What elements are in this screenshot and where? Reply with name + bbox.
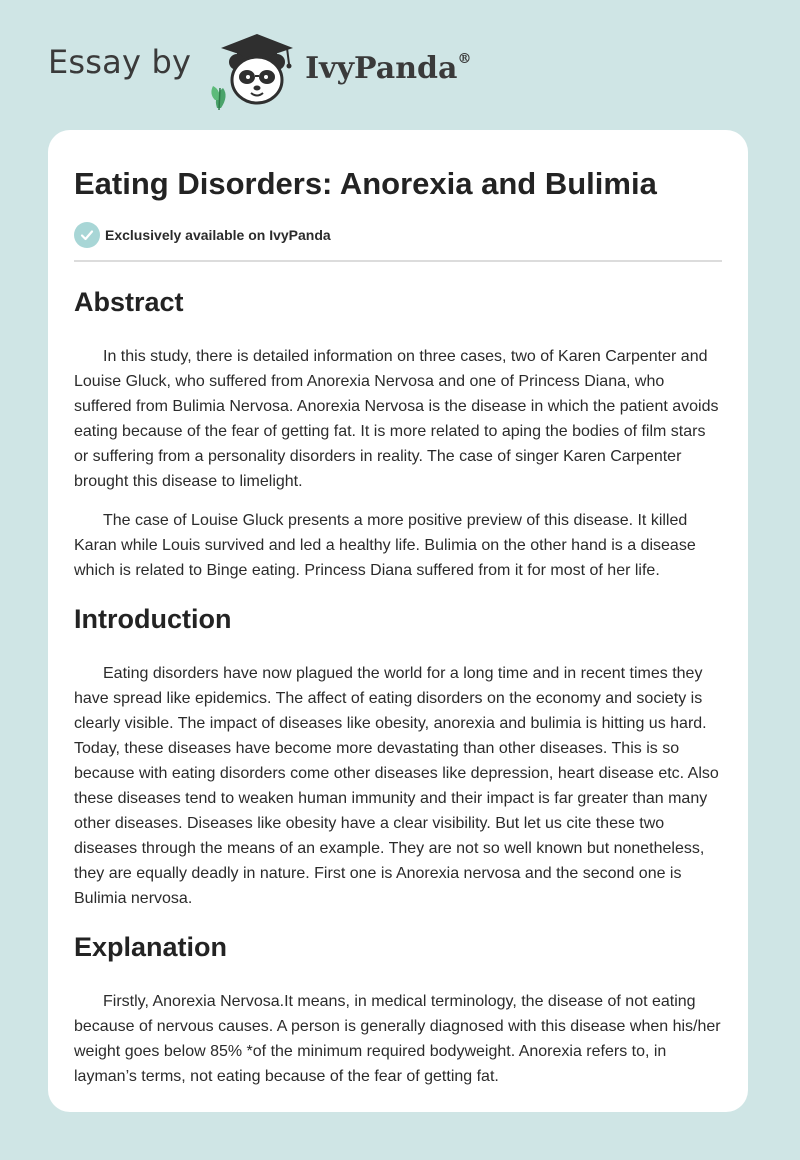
paragraph: Eating disorders have now plagued the world for a long time and in recent times they have spread like epidemics. The affect of eating disorders on the economy and society is clearly visible. The impact of diseases like obesity, anorexia and bulimia is hitting us hard. Today, these diseases have become more devastating than other diseases. This is so because with eating disorders come other diseases like depression, heart disease etc. Also these diseases tend to weaken human immunity and their impact is far greater than many other diseases. Diseases like obesity have a clear visibility. But let us cite these two diseases through the means of an example. They are not so well known but nonetheless, they are equally deadly in nature. First one is Anorexia nervosa and the second one is Bulimia nervosa. bbox=[74, 665, 719, 907]
section-abstract bbox=[74, 280, 722, 583]
essay-body bbox=[74, 280, 722, 1103]
paragraph: In this study, there is detailed information on three cases, two of Karen Carpenter and Louise Gluck, who suffered from Anorexia Nervosa and one of Princess Diana, who suffered from Bulimia Nervosa. Anorexia Nervosa is the disease in which the patient avoids eating because of the fear of getting fat. It is more related to aping the bodies of film stars or suffering from a personality disorders in reality. The case of singer Karen Carpenter brought this disease to limelight. bbox=[74, 348, 719, 490]
essay-title: Eating Disorders: Anorexia and Bulimia bbox=[74, 166, 657, 201]
check-icon bbox=[74, 222, 100, 248]
section-heading: Explanation bbox=[74, 932, 228, 962]
brand-header bbox=[48, 30, 471, 110]
exclusive-badge bbox=[74, 222, 331, 248]
essay-card bbox=[48, 130, 748, 1112]
brand-prefix: Essay by bbox=[48, 43, 192, 81]
badge-label: Exclusively available on IvyPanda bbox=[105, 227, 331, 243]
divider bbox=[74, 260, 722, 262]
section-introduction bbox=[74, 597, 722, 911]
panda-graduate-icon bbox=[207, 30, 299, 110]
section-explanation bbox=[74, 925, 722, 1089]
brand-name[interactable]: IvyPanda® bbox=[305, 50, 472, 86]
paragraph: Firstly, Anorexia Nervosa.It means, in medical terminology, the disease of not eating because of nervous causes. A person is generally diagnosed with this disease when his/her weight goes below 85% *of the minimum required bodyweight. Anorexia refers to, in layman’s terms, not eating because of the fear of getting fat. bbox=[74, 993, 721, 1085]
section-heading: Introduction bbox=[74, 604, 232, 634]
section-heading: Abstract bbox=[74, 287, 184, 317]
paragraph: The case of Louise Gluck presents a more positive preview of this disease. It killed Karan while Louis survived and led a healthy life. Bulimia on the other hand is a disease which is related to Binge eating. Princess Diana suffered from it for most of her life. bbox=[74, 512, 696, 579]
